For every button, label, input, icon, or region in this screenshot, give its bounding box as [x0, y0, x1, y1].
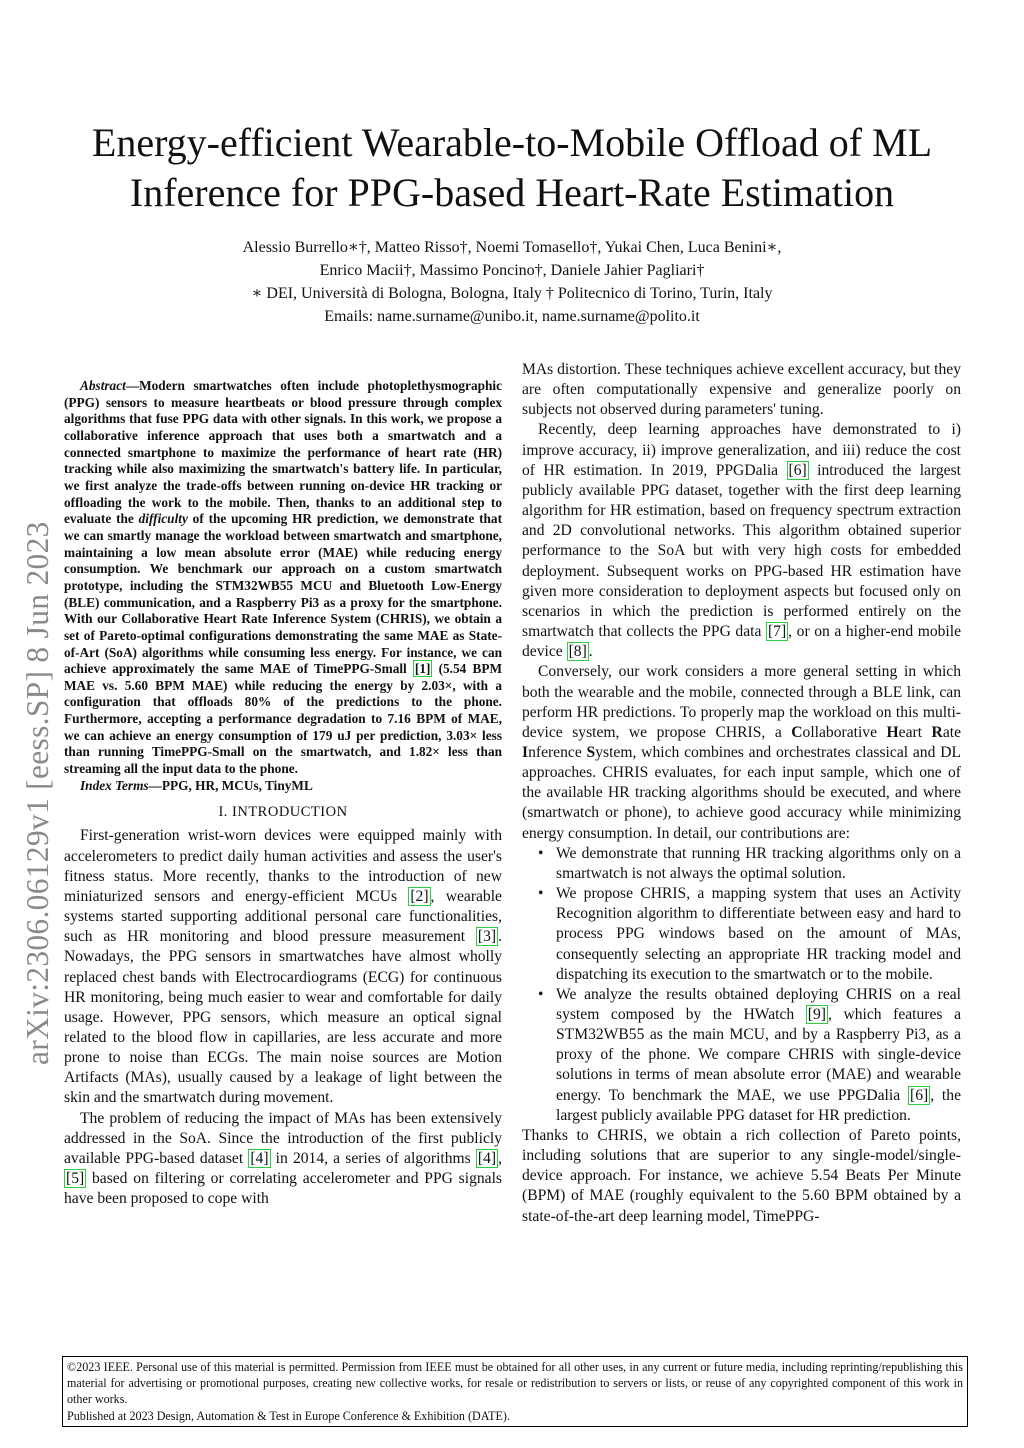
index-terms-label: Index Terms [80, 777, 149, 793]
text: The problem of reducing the impact of MAs has been extensively addressed in the SoA. Since the introduction of the first publicly available PPG-based dataset [64, 1109, 502, 1167]
acronym-letter: S [586, 743, 596, 761]
paragraph: MAs distortion. These techniques achieve excellent accuracy, but they are often computationally expensive and generalize poorly on subjects not observed during parameters' tuning. [522, 361, 961, 419]
citation-link[interactable]: [6] [788, 461, 807, 479]
text: , which combines and orchestrates classical and DL approaches. CHRIS evaluates, for each input sample, which one of the available HR tracking algorithms should be executed, and where (smartwatch or phone), to achieve good accuracy while minimizing energy consumption. In detail, our contributions are: [522, 743, 961, 842]
citation-link[interactable]: [3] [477, 928, 497, 946]
citation-link[interactable]: [6] [910, 1086, 929, 1104]
acronym-letter: C [791, 723, 803, 741]
abstract-text: of the upcoming HR prediction, we demonstrate that we can smartly manage the workload between smartwatch and smartphone, maintaining a low mean absolute error (MAE) while reducing energy consumption. We benchmark our approach on a custom smartwatch prototype, including the STM32WB55 MCU and Bluetooth Low-Energy (BLE) communication, and a Raspberry Pi3 as a proxy for the smartphone. With our Collaborative Heart Rate Inference System (CHRIS), we obtain a set of Pareto-optimal configurations demonstrating the same MAE as State-of-Art (SoA) algorithms while consuming less energy. For instance, we can achieve approximately the same MAE of TimePPG-Small [64, 511, 503, 677]
right-column [522, 360, 961, 1227]
list-item: • We propose CHRIS, a mapping system that uses an Activity Recognition algorithm to differentiate between easy and hard to process PPG windows based on the amount of MAs, consequently selecting an appropriate HR tracking model and dispatching its execution to the smartwatch or to the mobile. [556, 884, 961, 985]
publication-venue: Published at 2023 Design, Automation & Test in Europe Conference & Exhibition (DATE). [67, 1408, 510, 1423]
paragraph [64, 826, 502, 1108]
emails: Emails: name.surname@unibo.it, name.surname@polito.it [324, 308, 700, 325]
text: introduced the largest publicly available PPG dataset, together with the first deep learning algorithm for HR estimation, based on frequency spectrum extraction and 2D convolutional networks. This algorithm obtained superior performance to the SoA but with very high costs for embedded deployment. Subsequent works on PPG-based HR estimation have given more consideration to deployment aspects but focused only on scenarios in which the prediction is performed entirely on the smartwatch that collects the PPG data [522, 461, 961, 641]
citation-link[interactable]: [9] [807, 1006, 826, 1023]
text: based on filtering or correlating accelerometer and PPG signals have been proposed to cope with [64, 1170, 502, 1208]
acronym-letter: H [886, 723, 899, 741]
text: nference [528, 743, 587, 761]
text: Recently, deep learning approaches have demonstrated to i) improve accuracy, ii) improve generalization, and iii) reduce the cost of HR estimation. In 2019, PPGDalia [522, 421, 961, 479]
citation-link[interactable]: [2] [410, 887, 429, 905]
text: , which features a STM32WB55 as the main MCU, and by a Raspberry Pi3, as a proxy of the phone. We compare CHRIS with single-device solutions in terms of mean absolute error (MAE) and wearable energy. To benchmark the MAE, we use PPGDalia [556, 1006, 961, 1104]
citation-link[interactable]: [8] [568, 643, 587, 661]
text: First-generation wrist-worn devices were equipped mainly with accelerometers to predict daily human activities and assess the user's fitness status. More recently, thanks to the introduction of new miniaturized sensors and energy-efficient MCUs [64, 827, 502, 905]
paragraph [522, 662, 961, 843]
text: . Nowadays, the PPG sensors in smartwatches have almost wholly replaced chest bands with Electrocardiograms (ECG) for continuous HR monitoring, being much easier to wear and comfortable for daily usage. However, PPG sensors, which measure an optical signal related to the blood flow in capillaries, are less accurate and more prone to noise than ECGs. The main noise sources are Motion Artifacts (MAs), usually caused by a leakage of light between the skin and the smartwatch during movement. [64, 928, 502, 1107]
abstract-text: (5.54 BPM MAE vs. 5.60 BPM MAE) while reducing the energy by 2.03×, with a configuration that offloads 80% of the predictions to the phone. Furthermore, accepting a performance degradation to 7.16 BPM of MAE, we can achieve an energy consumption of 179 uJ per prediction, 3.03× less than running TimePPG-Small on the smartwatch, and 1.82× less than streaming all the input data to the phone. [64, 661, 502, 777]
text: . [588, 643, 593, 661]
copyright-text: ©2023 IEEE. Personal use of this material is permitted. Permission from IEEE must be obtained for all other uses, in any current or future media, including reprinting/republishing this material for advertising or promotional purposes, creating new collective works, for resale or redistribution to servers or lists, or reuse of any copyrighted component of this work in other works. [67, 1360, 963, 1407]
author-line-2: Enrico Macii†, Massimo Poncino†, Daniele Jahier Pagliari† [319, 262, 705, 279]
index-terms-text: —PPG, HR, MCUs, TinyML [148, 777, 313, 793]
arxiv-identifier: arXiv:2306.06129v1 [eess.SP] 8 Jun 2023 [20, 521, 55, 1065]
abstract-emphasis: difficulty [138, 511, 188, 527]
author-block [40, 236, 984, 328]
paragraph [522, 420, 961, 662]
acronym-letter: I [522, 743, 529, 761]
paper-title [40, 118, 984, 218]
text: ate [942, 723, 961, 741]
citation-link[interactable]: [7] [767, 623, 787, 641]
index-terms [64, 778, 502, 795]
paragraph [64, 1109, 502, 1210]
abstract-label: Abstract [80, 378, 126, 393]
paragraph: Thanks to CHRIS, we obtain a rich collection of Pareto points, including solutions that are superior to any single-model/single-device approach. For instance, we achieve 5.54 Beats Per Minute (BPM) of MAE (roughly equivalent to the 5.60 BPM obtained by a state-of-the-art deep learning model, TimePPG- [522, 1126, 961, 1225]
text: eart [898, 723, 932, 741]
text: We analyze the results obtained deploying CHRIS on a real system composed by the HWatch [556, 985, 961, 1023]
citation-link[interactable]: [1] [414, 661, 431, 677]
contributions-list [522, 844, 961, 1126]
acronym-letter: R [931, 723, 943, 741]
citation-link[interactable]: [4] [477, 1149, 497, 1167]
citation-link[interactable]: [4] [250, 1149, 269, 1167]
citation-link[interactable]: [5] [66, 1170, 85, 1188]
text: ystem [595, 743, 633, 761]
author-line-1: Alessio Burrello∗†, Matteo Risso†, Noemi Tomasello†, Yukai Chen, Luca Benini∗, [242, 239, 782, 256]
copyright-notice [62, 1356, 968, 1427]
title-line-1: Energy-efficient Wearable-to-Mobile Offload of ML [91, 120, 933, 165]
text: , the largest publicly available PPG dataset for HR prediction. [556, 1086, 961, 1124]
title-line-2: Inference for PPG-based Heart-Rate Estimation [129, 170, 895, 215]
affiliations: ∗ DEI, Università di Bologna, Bologna, Italy † Politecnico di Torino, Turin, Italy [251, 285, 773, 302]
text: , [498, 1149, 502, 1167]
text: ollaborative [802, 723, 887, 741]
text: Conversely, our work considers a more general setting in which both the wearable and the mobile, connected through a BLE link, can perform HR predictions. To properly map the workload on this multi-device system, we propose CHRIS, a [522, 663, 961, 741]
list-item: • We demonstrate that running HR tracking algorithms only on a smartwatch is not always the optimal solution. [556, 844, 961, 884]
text: , wearable systems started supporting additional personal care functionalities, such as HR monitoring and blood pressure measurement [64, 887, 502, 946]
text: , or on a higher-end mobile device [522, 623, 962, 661]
abstract [64, 378, 502, 778]
text: in 2014, a series of algorithms [270, 1149, 476, 1167]
list-item [556, 985, 961, 1126]
section-heading: I. INTRODUCTION [218, 804, 348, 821]
abstract-text: —Modern smartwatches often include photoplethysmographic (PPG) sensors to measure heartbeats or blood pressure through complex algorithms that fuse PPG data with other signals. In this work, we propose a collaborative inference approach that uses both a smartwatch and a connected smartphone to maximize the performance of heart rate (HR) tracking while also maximizing the smartwatch's battery life. In particular, we first analyze the trade-offs between running on-device HR tracking or offloading the work to the mobile. Then, thanks to an additional step to evaluate the [64, 378, 502, 527]
left-column [64, 360, 502, 1209]
